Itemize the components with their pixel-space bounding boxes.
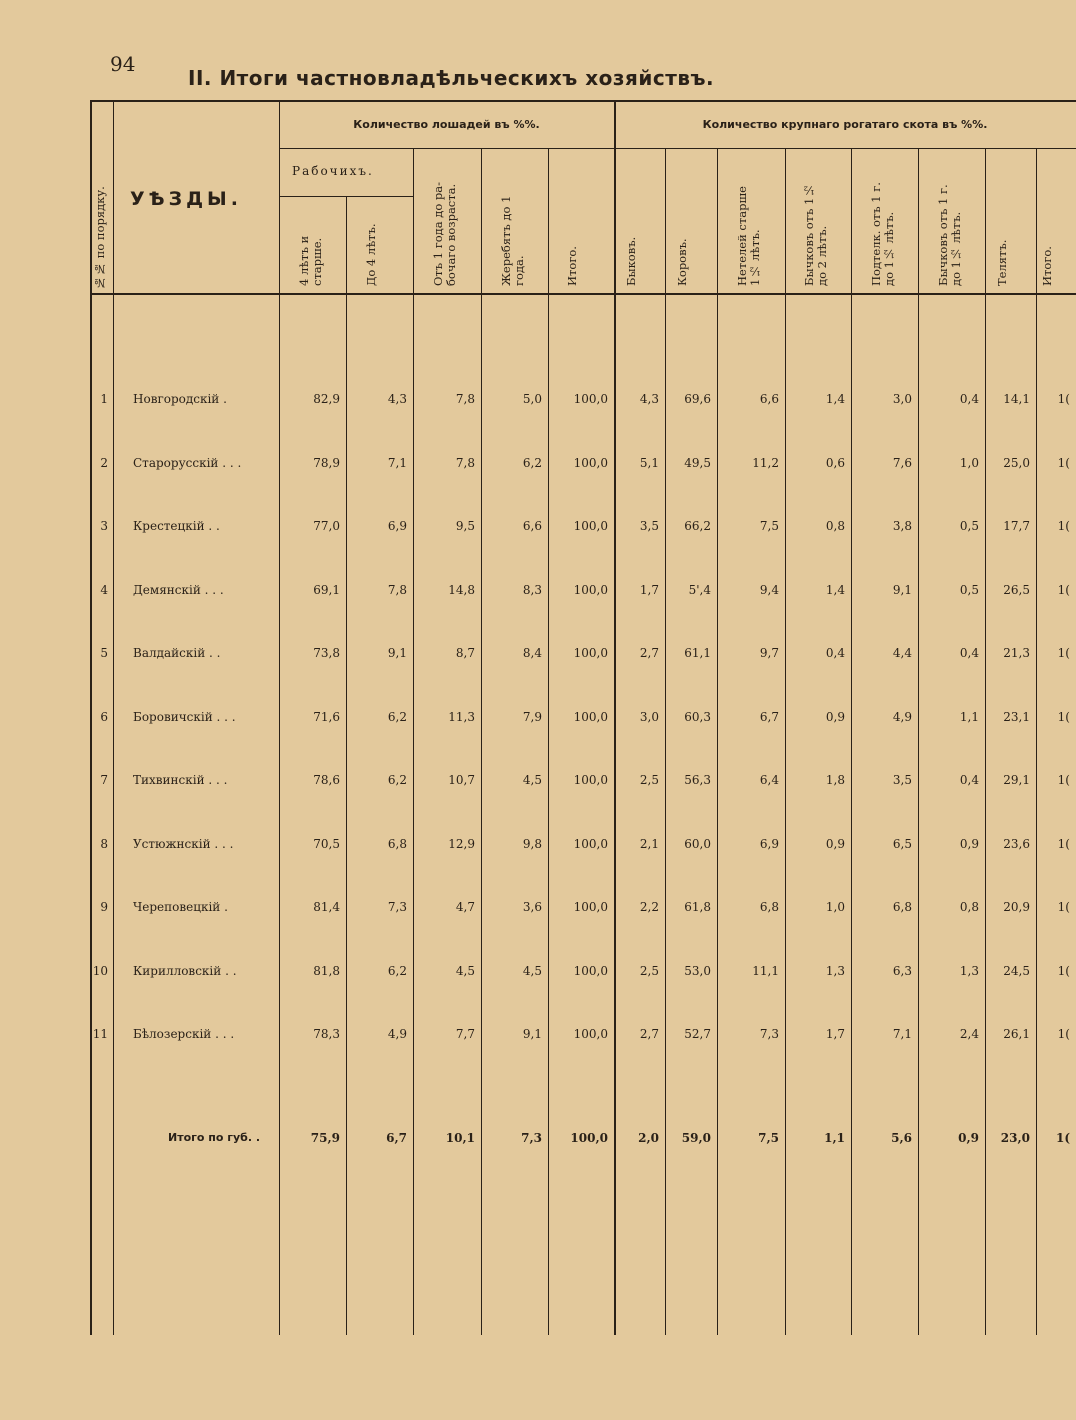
group-rule-horses [279, 148, 614, 149]
data-cell: 100,0 [573, 392, 608, 406]
data-cell: 0,4 [959, 773, 979, 787]
data-cell: 6,8 [759, 900, 779, 914]
data-cell: 0,5 [959, 519, 979, 533]
data-cell: 81,8 [313, 963, 340, 978]
page-title: II. Итоги частновладѣльческихъ хозяйствъ. [188, 66, 715, 90]
data-cell: 1,7 [825, 1027, 845, 1041]
data-cell: 6,2 [522, 455, 542, 470]
working-header: Рабочихъ. [292, 164, 374, 178]
data-cell: 1,4 [825, 582, 845, 597]
column-header: Коровъ. [675, 238, 689, 286]
data-cell: 2,7 [639, 646, 659, 660]
data-cell: 6,9 [759, 836, 779, 851]
data-cell: 78,3 [313, 1027, 340, 1041]
data-cell: 7,7 [455, 1027, 475, 1041]
total-label: Итого по губ. . [168, 1131, 261, 1144]
data-cell: 100,0 [573, 646, 608, 660]
district-name: Боровичскій . . . [133, 709, 236, 724]
data-cell: 2,5 [639, 963, 659, 978]
data-cell: 2,1 [639, 836, 659, 851]
data-cell: 1,7 [639, 582, 659, 597]
data-cell: 1,8 [825, 773, 845, 787]
data-cell: 1,0 [825, 900, 845, 914]
row-number: 1 [100, 392, 108, 406]
data-cell: 6,3 [892, 963, 912, 978]
data-cell: 9,1 [387, 646, 407, 660]
total-cell: 59,0 [681, 1131, 711, 1145]
data-cell: 1( [1057, 836, 1070, 851]
data-cell: 73,8 [313, 646, 340, 660]
total-cell: 0,9 [958, 1131, 979, 1145]
data-cell: 7,1 [387, 455, 407, 470]
data-cell: 9,5 [455, 519, 475, 533]
total-cell: 5,6 [891, 1131, 912, 1145]
column-header: Быковъ. [623, 236, 638, 286]
data-cell: 82,9 [313, 392, 340, 406]
header-bottom-rule [90, 293, 1076, 295]
column-header: 4 лѣтъ и старше. [296, 235, 324, 286]
data-cell: 3,0 [892, 392, 912, 406]
data-cell: 2,4 [959, 1027, 979, 1041]
col-rule [481, 148, 482, 1335]
district-name: Тихвинскій . . . [133, 773, 228, 787]
district-name: Череповецкій . [133, 900, 228, 914]
district-name: Бѣлозерскій . . . [133, 1027, 235, 1041]
row-number-header: №№ по порядку. [93, 186, 107, 290]
col-rule [1036, 148, 1037, 1335]
data-cell: 8,7 [455, 646, 475, 660]
data-cell: 100,0 [573, 582, 608, 597]
data-cell: 6,5 [892, 836, 912, 851]
data-cell: 81,4 [313, 900, 340, 914]
cattle-group-header: Количество крупнаго рогатаго скота въ %%. [702, 118, 988, 131]
data-cell: 4,9 [387, 1027, 407, 1041]
data-cell: 4,5 [522, 963, 542, 978]
data-cell: 100,0 [573, 963, 608, 978]
total-cell: 1,1 [824, 1131, 845, 1145]
data-cell: 61,8 [684, 900, 711, 914]
row-number: 8 [100, 836, 108, 851]
data-cell: 60,0 [684, 836, 711, 851]
data-cell: 20,9 [1003, 900, 1030, 914]
row-number: 7 [100, 773, 108, 787]
data-cell: 25,0 [1003, 455, 1030, 470]
data-cell: 9,4 [759, 582, 779, 597]
top-rule [90, 100, 1076, 102]
column-header: Жеребятъ до 1 года. [498, 195, 526, 286]
data-cell: 7,3 [759, 1027, 779, 1041]
data-cell: 52,7 [684, 1027, 711, 1041]
row-number: 10 [92, 963, 108, 978]
row-number: 4 [100, 582, 108, 597]
col-rule [985, 148, 986, 1335]
data-cell: 8,3 [522, 582, 542, 597]
column-header: Отъ 1 года до ра- бочаго возраста. [431, 181, 458, 286]
data-cell: 66,2 [684, 519, 711, 533]
data-cell: 9,1 [892, 582, 912, 597]
data-cell: 0,4 [825, 646, 845, 660]
column-header: Телятъ. [994, 239, 1009, 286]
data-cell: 1,1 [959, 709, 979, 724]
row-number: 6 [100, 709, 108, 724]
data-cell: 78,6 [313, 773, 340, 787]
col-rule [918, 148, 919, 1335]
data-cell: 2,5 [639, 773, 659, 787]
data-cell: 53,0 [684, 963, 711, 978]
data-cell: 7,8 [455, 392, 475, 406]
data-cell: 2,2 [639, 900, 659, 914]
data-cell: 6,6 [759, 392, 779, 406]
data-cell: 9,1 [522, 1027, 542, 1041]
data-cell: 0,8 [959, 900, 979, 914]
data-cell: 11,2 [752, 455, 779, 470]
data-cell: 100,0 [573, 709, 608, 724]
data-cell: 1( [1057, 392, 1070, 406]
column-header: Бычковъ отъ 1½ до 2 лѣтъ. [802, 183, 829, 286]
data-cell: 5,1 [639, 455, 659, 470]
data-cell: 69,6 [684, 392, 711, 406]
data-cell: 1( [1057, 900, 1070, 914]
num-col-rule [113, 100, 114, 1335]
data-cell: 1,3 [959, 963, 979, 978]
district-name: Устюжнскій . . . [133, 836, 234, 851]
data-cell: 17,7 [1003, 519, 1030, 533]
data-cell: 6,4 [759, 773, 779, 787]
data-cell: 7,6 [892, 455, 912, 470]
data-cell: 100,0 [573, 900, 608, 914]
data-cell: 71,6 [313, 709, 340, 724]
data-cell: 7,9 [522, 709, 542, 724]
data-cell: 4,3 [639, 392, 659, 406]
total-cell: 23,0 [1000, 1131, 1030, 1145]
data-cell: 4,4 [892, 646, 912, 660]
data-cell: 2,7 [639, 1027, 659, 1041]
data-cell: 21,3 [1003, 646, 1030, 660]
data-cell: 6,6 [522, 519, 542, 533]
data-cell: 8,4 [522, 646, 542, 660]
data-cell: 70,5 [313, 836, 340, 851]
data-cell: 56,3 [684, 773, 711, 787]
data-cell: 3,8 [892, 519, 912, 533]
data-cell: 0,4 [959, 646, 979, 660]
data-cell: 6,2 [387, 773, 407, 787]
row-number: 11 [92, 1027, 108, 1041]
district-name: Кирилловскій . . [133, 963, 237, 978]
district-name: Крестецкій . . [133, 519, 220, 533]
data-cell: 5,0 [522, 392, 542, 406]
data-cell: 7,8 [387, 582, 407, 597]
data-cell: 14,8 [448, 582, 475, 597]
data-cell: 1,3 [825, 963, 845, 978]
data-cell: 3,5 [892, 773, 912, 787]
row-number: 3 [100, 519, 108, 533]
data-cell: 6,8 [892, 900, 912, 914]
district-name: Старорусскій . . . [133, 455, 242, 470]
data-cell: 60,3 [684, 709, 711, 724]
col-rule [851, 148, 852, 1335]
data-cell: 100,0 [573, 519, 608, 533]
data-cell: 4,5 [455, 963, 475, 978]
total-cell: 6,7 [386, 1131, 407, 1145]
data-cell: 1( [1057, 1027, 1070, 1041]
total-cell: 100,0 [570, 1131, 608, 1145]
data-cell: 69,1 [313, 582, 340, 597]
data-cell: 0,9 [825, 709, 845, 724]
data-cell: 6,2 [387, 963, 407, 978]
data-cell: 0,9 [959, 836, 979, 851]
data-cell: 49,5 [684, 455, 711, 470]
data-cell: 10,7 [448, 773, 475, 787]
data-cell: 3,6 [522, 900, 542, 914]
data-cell: 78,9 [313, 455, 340, 470]
column-header: Бычковъ отъ 1 г. до 1½ лѣтъ. [935, 184, 963, 286]
data-cell: 1( [1057, 963, 1070, 978]
data-cell: 4,9 [892, 709, 912, 724]
data-cell: 9,7 [759, 646, 779, 660]
data-cell: 4,3 [387, 392, 407, 406]
data-cell: 9,8 [522, 836, 542, 851]
data-cell: 5',4 [688, 582, 711, 597]
data-cell: 23,6 [1003, 836, 1030, 851]
data-cell: 1,0 [959, 455, 979, 470]
data-cell: 0,8 [825, 519, 845, 533]
col-rule [665, 148, 666, 1335]
data-cell: 7,5 [759, 519, 779, 533]
data-cell: 4,5 [522, 773, 542, 787]
column-header: До 4 лѣтъ. [363, 223, 378, 286]
data-cell: 1( [1057, 646, 1070, 660]
page-number: 94 [110, 52, 136, 76]
row-number: 5 [100, 646, 108, 660]
row-number: 2 [100, 455, 108, 470]
group-rule-cattle [614, 148, 1076, 149]
data-cell: 3,0 [639, 709, 659, 724]
total-cell: 1( [1055, 1131, 1070, 1145]
data-cell: 100,0 [573, 1027, 608, 1041]
total-cell: 2,0 [638, 1131, 659, 1145]
data-cell: 61,1 [684, 646, 711, 660]
total-cell: 10,1 [445, 1131, 475, 1145]
data-cell: 6,9 [387, 519, 407, 533]
data-cell: 7,1 [892, 1027, 912, 1041]
data-cell: 1( [1057, 519, 1070, 533]
data-cell: 7,8 [455, 455, 475, 470]
data-cell: 23,1 [1003, 709, 1030, 724]
row-number: 9 [100, 900, 108, 914]
data-cell: 100,0 [573, 836, 608, 851]
data-cell: 77,0 [313, 519, 340, 533]
column-header: Подтелк. отъ 1 г. до 1½ лѣтъ. [868, 182, 896, 286]
data-cell: 0,9 [825, 836, 845, 851]
data-cell: 6,7 [759, 709, 779, 724]
data-cell: 1( [1057, 709, 1070, 724]
uezdy-header: УѢЗДЫ. [130, 188, 242, 210]
data-cell: 24,5 [1003, 963, 1030, 978]
data-cell: 26,1 [1003, 1027, 1030, 1041]
col-rule [346, 196, 347, 1335]
total-cell: 7,5 [758, 1131, 779, 1145]
total-cell: 7,3 [521, 1131, 542, 1145]
district-name: Демянскій . . . [133, 582, 224, 597]
data-cell: 7,3 [387, 900, 407, 914]
data-cell: 100,0 [573, 455, 608, 470]
column-header: Итого. [1040, 246, 1054, 286]
col-rule [717, 148, 718, 1335]
data-cell: 14,1 [1003, 392, 1030, 406]
column-header: Итого. [565, 246, 579, 286]
data-cell: 29,1 [1003, 773, 1030, 787]
horses-group-header: Количество лошадей въ %%. [353, 118, 540, 131]
column-header: Нетелей старше 1½ лѣтъ. [735, 186, 762, 286]
data-cell: 1( [1057, 773, 1070, 787]
data-cell: 11,1 [752, 963, 779, 978]
data-cell: 4,7 [455, 900, 475, 914]
col-rule [548, 148, 549, 1335]
data-cell: 0,6 [825, 455, 845, 470]
data-cell: 6,8 [387, 836, 407, 851]
district-name: Валдайскій . . [133, 646, 221, 660]
data-cell: 100,0 [573, 773, 608, 787]
district-name: Новгородскій . [133, 392, 227, 406]
data-cell: 12,9 [448, 836, 475, 851]
data-cell: 0,4 [959, 392, 979, 406]
data-cell: 11,3 [448, 709, 475, 724]
data-cell: 6,2 [387, 709, 407, 724]
total-cell: 75,9 [310, 1131, 340, 1145]
data-cell: 1( [1057, 455, 1070, 470]
data-cell: 0,5 [959, 582, 979, 597]
col-rule [413, 148, 414, 1335]
data-cell: 26,5 [1003, 582, 1030, 597]
col-rule [785, 148, 786, 1335]
data-cell: 3,5 [639, 519, 659, 533]
data-cell: 1,4 [825, 392, 845, 406]
data-cell: 1( [1057, 582, 1070, 597]
